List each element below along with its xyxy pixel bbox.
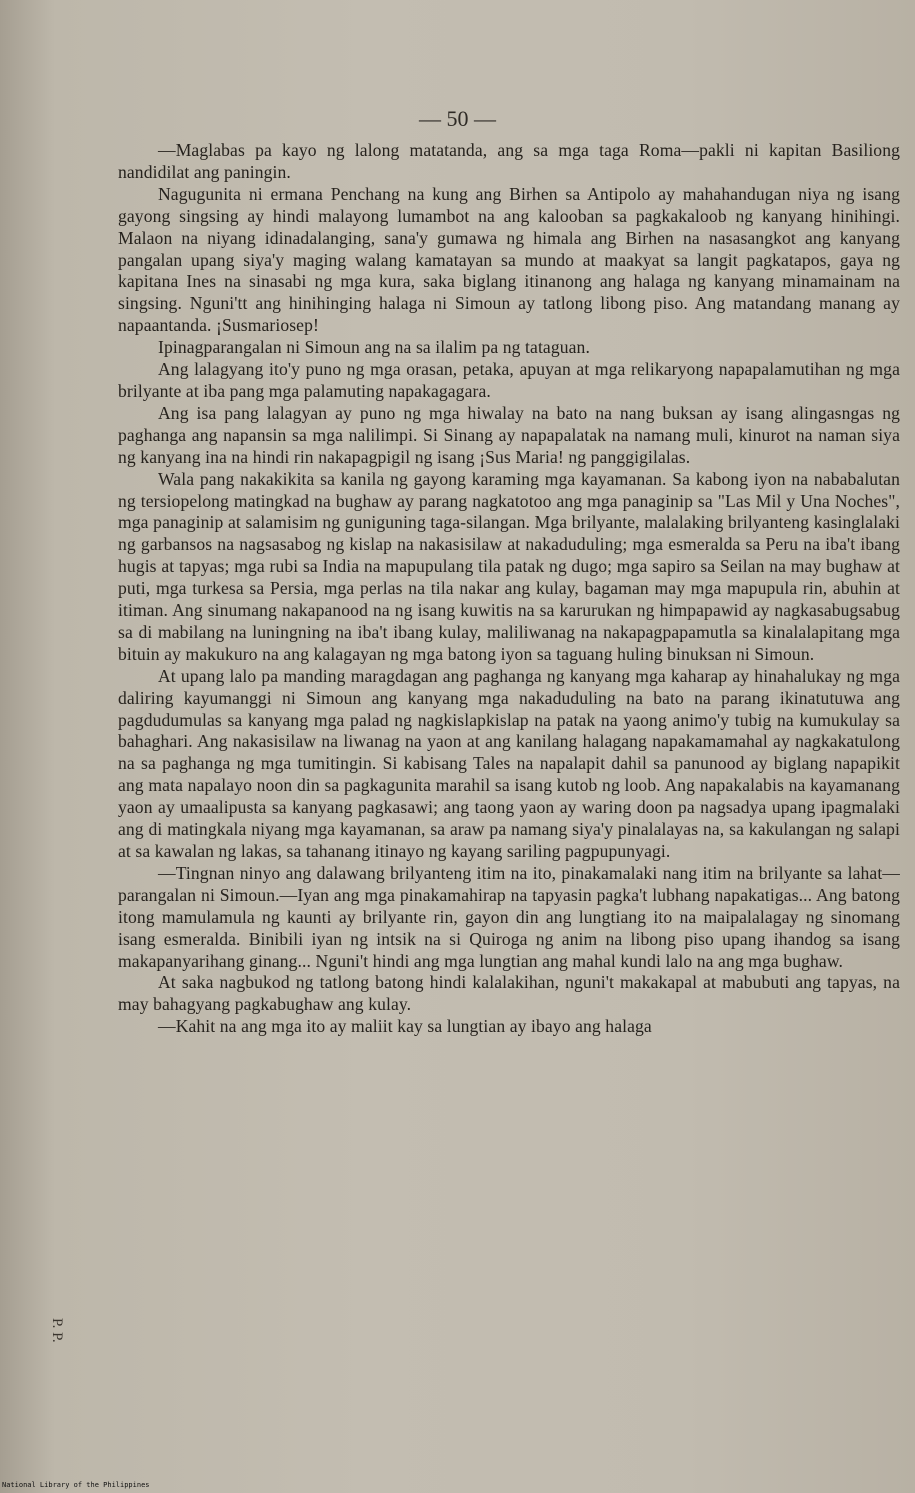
paragraph: At saka nagbukod ng tatlong batong hindi kalalakihan, nguni't makakapal at mabubuti ang tapyas, na may bahagyang pagkabughaw ang kulay.: [118, 972, 900, 1015]
paragraph: Wala pang nakakikita sa kanila ng gayong karaming mga kayamanan. Sa kabong iyon na nababalutan ng tersiopelong matingkad na bughaw ay parang nagkatotoo ang mga panaginip sa "Las Mil y Una Noches", mga panaginip at salamisim ng guniguning taga-silangan. Mga brilyante, malalaking brilyanteng kasinglalaki ng garbansos na nagsasabog ng kislap na nakasisilaw at nakaduduling; mga esmeralda sa Peru na iba't ibang hugis at tapyas; mga rubi sa India na mapupulang tila patak ng dugo; mga sapiro sa Seilan na may bughaw at puti, mga turkesa sa Persia, mga perlas na tila nakar ang kulay, bagaman may mga mapupula rin, abuhin at itiman. Ang sinumang nakapanood na ng isang kuwitis na sa karurukan ng himpapawid ay nagkasabugsabug sa di mabilang na luningning na iba't ibang kulay, maliliwanag na nakapagpapamutla sa kinalalapitang mga bituin ay makukuro na ang kalagayan ng mga batong iyon sa taguang huling binuksan ni Simoun.: [118, 468, 900, 664]
side-stamp: P. P.: [49, 1318, 65, 1343]
paragraph: Ang lalagyang ito'y puno ng mga orasan, petaka, apuyan at mga relikaryong napapalamutihan ng mga brilyante at iba pang mga palamuting napakagagara.: [118, 359, 900, 401]
paragraph: —Tingnan ninyo ang dalawang brilyanteng itim na ito, pinakamalaki nang itim na brilyante sa lahat—parangalan ni Simoun.—Iyan ang mga pinakamahirap na tapyasin pagka't lubhang napakatigas... Ang batong itong mamulamula ng kaunti ay brilyante rin, gayon din ang lungtiang ito na maipalalagay ng sinomang isang esmeralda. Binibili iyan ng intsik na si Quiroga ng anim na libong piso upang ihandog sa isang makapanyarihang ginang... Nguni't hindi ang mga lungtian ang mahal kundi lalo na ang mga bughaw.: [118, 862, 900, 971]
page-number: — 50 —: [419, 106, 496, 131]
paragraph: —Kahit na ang mga ito ay maliit kay sa lungtian ay ibayo ang halaga: [158, 1016, 652, 1037]
paragraph: Nagugunita ni ermana Penchang na kung ang Birhen sa Antipolo ay mahahandugan niya ng isang gayong singsing ay hindi malayong lumambot na ang kalooban sa pagkakaloob ng kanyang hinihingi. Malaon na niyang idinadalanging, sana'y gumawa ng himala ang Birhen na nasasangkot ang kanyang pangalan upang siya'y maging walang kamatayan sa mundo at maakyat sa langit pagkatapos, gaya ng kapitana Ines na sinasabi ng mga kura, saka biglang itinanong ang halaga ng kanyang minamainam na singsing. Nguni'tt ang hinihinging halaga ni Simoun ay tatlong libong piso. Ang matandang manang ay napaantanda. ¡Susmariosep!: [118, 183, 900, 336]
body-text: [118, 140, 900, 1038]
paragraph: Ipinagparangalan ni Simoun ang na sa ilalim pa ng tataguan.: [158, 337, 590, 358]
paragraph: —Maglabas pa kayo ng lalong matatanda, ang sa mga taga Roma—pakli ni kapitan Basiliong nandidilat ang paningin.: [118, 140, 900, 182]
paragraph: At upang lalo pa manding maragdagan ang paghanga ng kanyang mga kaharap ay hinahalukay ng mga daliring kayumanggi ni Simoun ang kanyang mga nakaduduling na bato na parang ikinatutuwa ang pagdudumulas sa kanyang mga palad ng nagkislapkislap na patak na yaong animo'y tubig na kumukulay sa bahaghari. Ang nakasisilaw na liwanag na yaon at ang kanilang halagang napakamamahal ay nagkakatulong na sa paghanga ng mga tumitingin. Si kabisang Tales na napalapit dahil sa panunood ay biglang napapikit ang mata napalayo noon din sa pagkagunita marahil sa isang kutob ng loob. Ang napakalabis na kayamanang yaon ay umaalipusta sa kanyang pagkasawi; ang taong yaon ay waring doon pa nagsadya upang ipagmalaki ang di matingkala niyang mga kayamanan, sa araw pa namang siya'y pinalalayas na, sa kakulangan ng salapi at sa kawalan ng lakas, sa tahanang itinayo ng kayang sariling pagpupunyagi.: [118, 665, 900, 861]
paragraph: Ang isa pang lalagyan ay puno ng mga hiwalay na bato na nang buksan ay isang alingasngas ng paghanga ang napansin sa mga nalilimpi. Si Sinang ay napapalatak na namang muli, kinurot na naman siya ng kanyang ina na hindi rin nakapagpigil ng isang ¡Sus Maria! ng panggigilalas.: [118, 402, 900, 467]
footer-credit: National Library of the Philippines: [2, 1481, 150, 1489]
